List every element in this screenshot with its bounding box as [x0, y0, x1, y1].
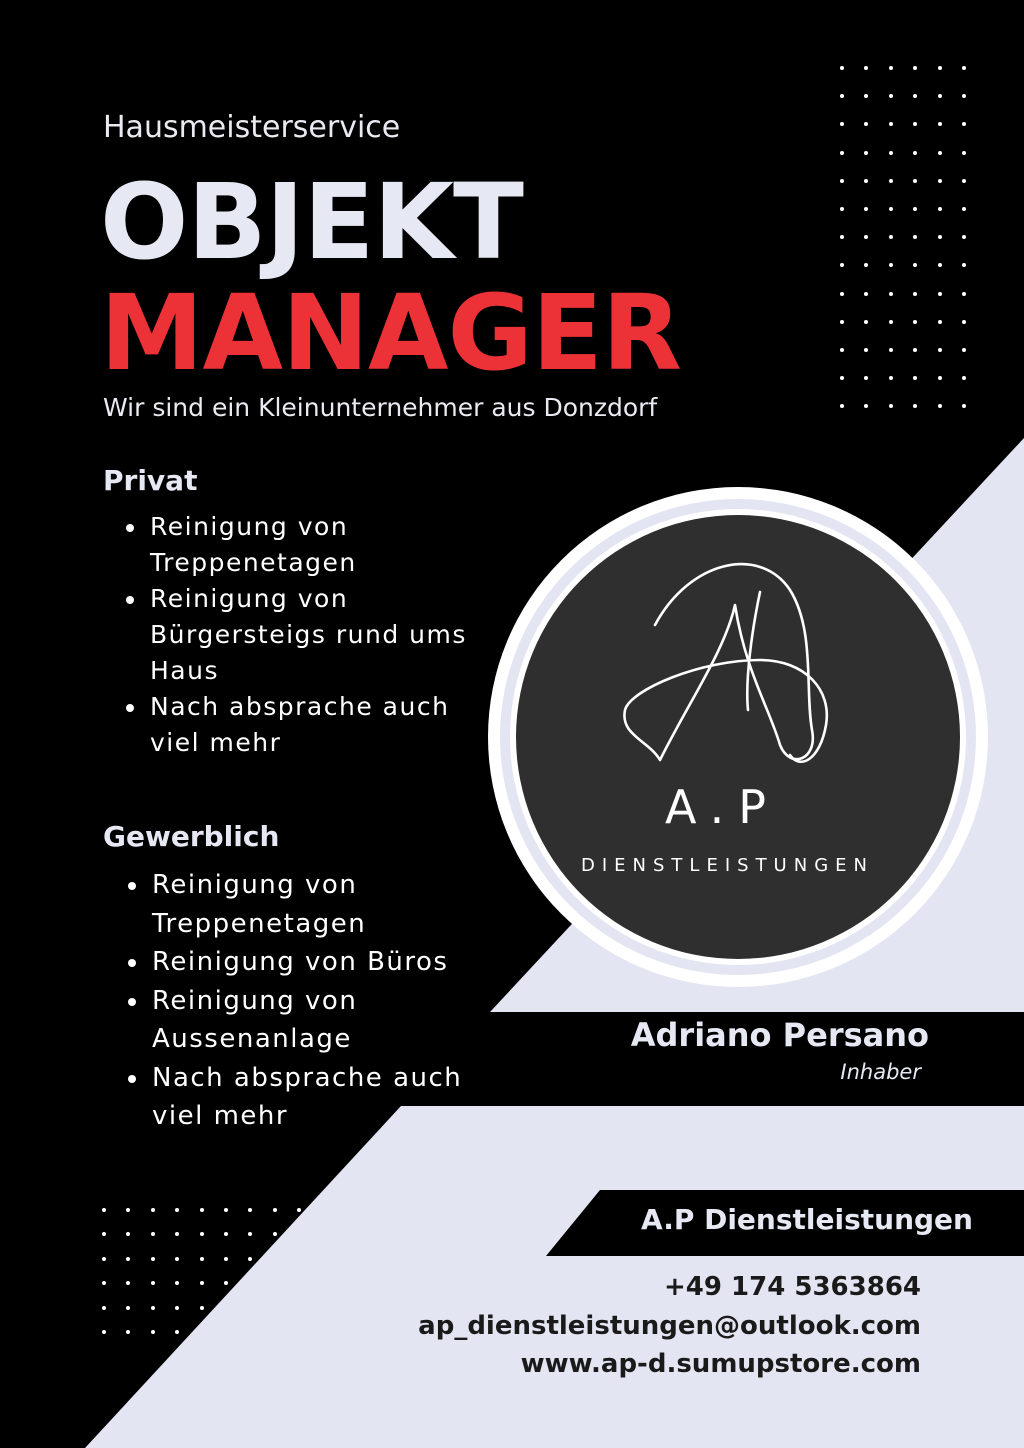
business-name: A.P Dienstleistungen	[641, 1203, 973, 1236]
heading-commercial: Gewerblich	[103, 820, 280, 853]
list-item: • Reinigung von Aussenanlage	[150, 982, 510, 1059]
title-line-2: MANAGER	[100, 272, 681, 394]
title-line-1: OBJEKT	[100, 161, 523, 283]
owner-role: Inhaber	[840, 1060, 921, 1084]
list-item: • Nach absprache auch viel mehr	[150, 1059, 510, 1136]
list-item: • Reinigung von Treppenetagen	[148, 509, 478, 581]
list-item: • Nach absprache auch viel mehr	[148, 689, 478, 761]
list-item: • Reinigung von Bürgersteigs rund ums Haus	[148, 581, 478, 689]
owner-name: Adriano Persano	[630, 1016, 929, 1054]
email-address: ap_dienstleistungen@outlook.com	[418, 1311, 921, 1341]
logo-initials: A.P	[665, 780, 781, 834]
logo-circle	[516, 515, 960, 959]
logo-subtitle: DIENSTLEISTUNGEN	[581, 855, 874, 876]
tagline: Wir sind ein Kleinunternehmer aus Donzdorf	[103, 393, 658, 422]
heading-private: Privat	[103, 464, 198, 497]
website-address: www.ap-d.sumupstore.com	[520, 1349, 921, 1379]
phone-number: +49 174 5363864	[664, 1272, 921, 1302]
list-item: • Reinigung von Büros	[150, 943, 510, 982]
list-item: • Reinigung von Treppenetagen	[150, 866, 510, 943]
service-subtitle: Hausmeisterservice	[103, 110, 401, 145]
